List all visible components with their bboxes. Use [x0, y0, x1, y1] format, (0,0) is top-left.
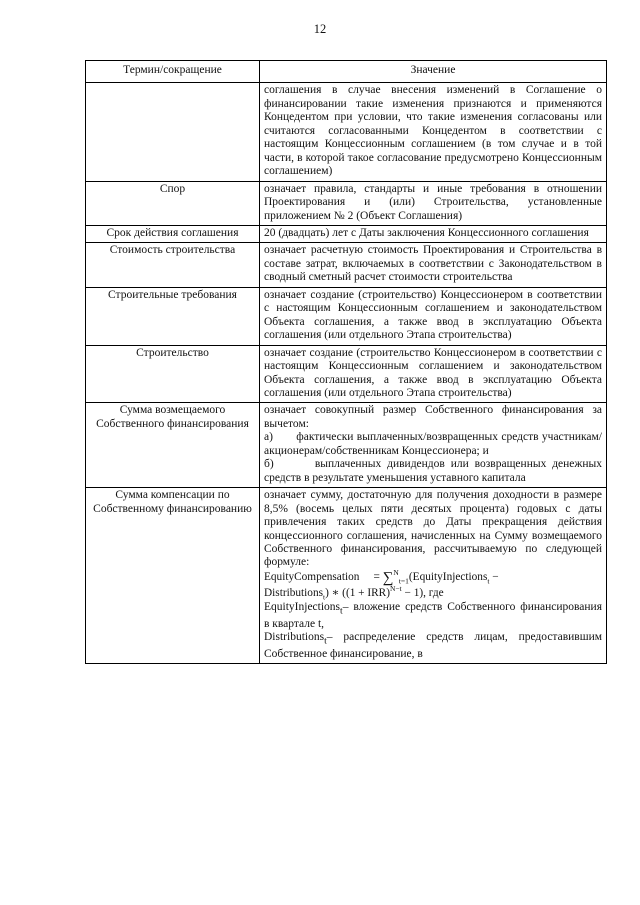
definition-distributions: [264, 631, 602, 661]
term-cell: Строительные требования: [86, 287, 260, 345]
def1-sub: t: [340, 605, 343, 617]
formula-lhs: EquityCompensation: [264, 570, 360, 583]
term-cell: Строительство: [86, 345, 260, 403]
sum-upper: N: [393, 568, 399, 578]
formula-sub-t1: t: [487, 576, 490, 586]
sum-lower: t=1: [398, 576, 409, 586]
table-row: [86, 345, 607, 403]
def1-name: EquityInjections: [264, 600, 341, 613]
value-cell: [260, 488, 607, 664]
definitions-table: [85, 60, 607, 664]
formula-term2: Distributions: [264, 586, 323, 599]
table-row: [86, 243, 607, 287]
table-header-row: [86, 61, 607, 83]
value-cell: означает правила, стандарты и иные требования в отношении Проектирования и (или) Строительства, установленные приложением № 2 (Объект Соглашения): [260, 181, 607, 225]
value-item-a: а) фактически выплаченных/возвращенных средств участникам/акционерам/собственникам Концессионера; и: [264, 431, 602, 457]
table-row: [86, 488, 607, 664]
formula-tail: − 1), где: [401, 586, 444, 599]
formula-term1: (EquityInjections: [408, 570, 488, 583]
term-cell: Срок действия соглашения: [86, 225, 260, 242]
sum-symbol: ∑: [382, 569, 394, 586]
def2-sub: t: [324, 635, 327, 647]
page-number: 12: [313, 22, 327, 36]
term-cell: Спор: [86, 181, 260, 225]
formula-eq: =: [373, 570, 380, 583]
value-intro: означает сумму, достаточную для получения доходности в размере 8,5% (восемь целых пяти десятых процента) годовых с даты привлечения таких средств до Даты прекращения действия концессионного соглашения, начисленных на Сумму возмещаемого Собственного финансирования, рассчитываемую по следующей формуле:: [264, 489, 602, 569]
formula-term2-rest: ) ∗ ((1 + IRR): [325, 586, 390, 599]
value-cell: соглашения в случае внесения изменений в Соглашение о финансировании такие изменения признаются и применяются Концедентом при условии, что такие изменения согласованы или считаются согласованными Концедентом в соответствии с настоящим Концессионным соглашением (в том случае и в той части, в которой такое согласование предусмотрено Концессионным соглашением): [260, 83, 607, 181]
table-row: [86, 403, 607, 488]
header-value: Значение: [260, 61, 607, 83]
value-cell: [260, 403, 607, 488]
value-intro: означает совокупный размер Собственного финансирования за вычетом:: [264, 404, 602, 430]
header-term: Термин/сокращение: [86, 61, 260, 83]
term-cell: [86, 83, 260, 181]
formula-minus: −: [489, 570, 499, 583]
value-cell: означает создание (строительство) Концессионером в соответствии с настоящим Концессионным соглашением и законодательством Объекта соглашения, а также ввод в эксплуатацию Объекта соглашения (или отдельного Этапа строительства): [260, 287, 607, 345]
table-row: [86, 83, 607, 181]
formula-sub-t2: t: [323, 592, 326, 602]
table-row: [86, 225, 607, 242]
term-cell: Сумма компенсации по Собственному финансированию: [86, 488, 260, 664]
value-item-b: б) выплаченных дивидендов или возвращенных денежных средств в результате уменьшения уставного капитала: [264, 458, 602, 484]
value-cell: 20 (двадцать) лет с Даты заключения Концессионного соглашения: [260, 225, 607, 242]
def1-text: – вложение средств Собственного финансирования в квартале t,: [264, 600, 602, 630]
table-row: [86, 181, 607, 225]
value-cell: означает расчетную стоимость Проектирования и Строительства в составе затрат, включаемых в соответствии с Законодательством в сводный сметный расчет стоимости строительства: [260, 243, 607, 287]
term-cell: Сумма возмещаемого Собственного финансирования: [86, 403, 260, 488]
table-row: [86, 287, 607, 345]
def2-name: Distributions: [264, 631, 325, 644]
definition-equity-injections: [264, 601, 602, 631]
formula-exponent: N−t: [389, 584, 402, 594]
compensation-formula: [264, 570, 602, 601]
def2-text: – распределение средств лицам, предоставившим Собственное финансирование, в: [264, 631, 602, 660]
term-cell: Стоимость строительства: [86, 243, 260, 287]
value-cell: означает создание (строительство Концессионером в соответствии с настоящим Концессионным соглашением и законодательством Объекта соглашения, а также ввод в эксплуатацию Объекта соглашения (или отдельного Этапа строительства): [260, 345, 607, 403]
